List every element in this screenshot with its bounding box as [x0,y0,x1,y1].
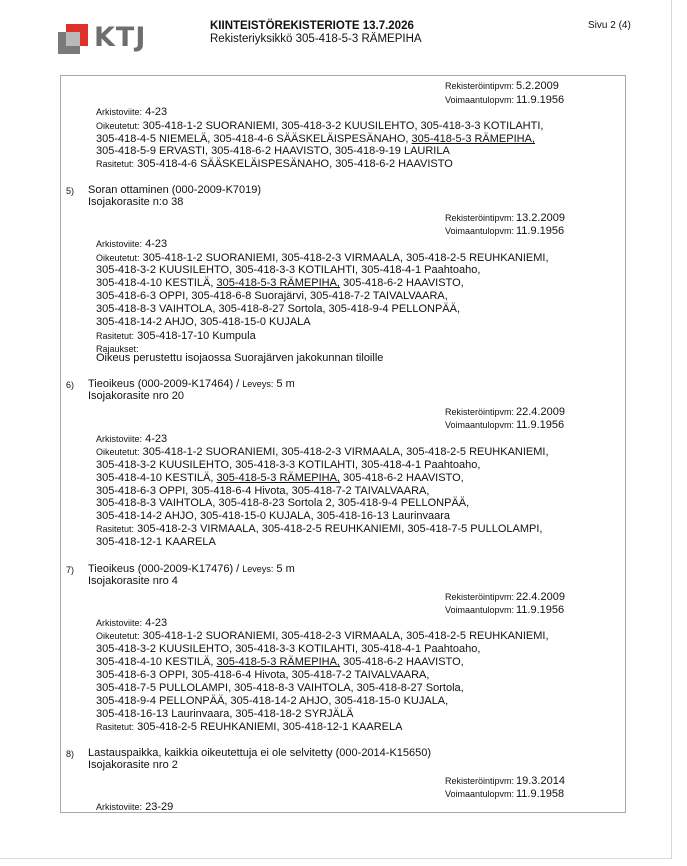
encumbered-line: Rasitetut: 305-418-4-6 SÄÄSKELÄISPESÄNAHO, 305-418-6-2 HAAVISTO [96,158,453,170]
archive-line: Arkistoviite: 4-23 [96,238,168,250]
encumbered-line: 305-418-12-1 KAARELA [96,536,216,548]
beneficiaries-line: Oikeutetut: 305-418-1-2 SUORANIEMI, 305-418-2-3 VIRMAALA, 305-418-2-5 REUHKANIEMI, [96,630,549,642]
entry-title: Tieoikeus (000-2009-K17464) / Leveys: 5 m [88,378,295,390]
current-property-ref: 305-418-5-3 RÄMEPIHA, [216,472,340,484]
registration-date: 19.3.2014 [516,775,565,787]
beneficiaries-label: Oikeutetut: [96,253,140,263]
entry-title: Tieoikeus (000-2009-K17476) / Leveys: 5 m [88,563,295,575]
beneficiaries-line: 305-418-7-5 PULLOLAMPI, 305-418-8-3 VAIHTOLA, 305-418-8-27 Sortola, [96,682,464,694]
registration-date-label: Rekisteröintipvm: [445,592,515,602]
encumbered-line: Rasitetut: 305-418-2-3 VIRMAALA, 305-418-2-5 REUHKANIEMI, 305-418-7-5 PULLOLAMPI, [96,523,543,535]
valid-date-label: Voimaantulopvm: [445,95,515,105]
ktj-logo [58,22,147,56]
archive-line: Arkistoviite: 4-23 [96,433,168,445]
registration-date: 22.4.2009 [516,406,565,418]
logo-text: KTJ [94,22,147,53]
document-title: KIINTEISTÖREKISTERIOTE 13.7.2026 [210,20,414,32]
width-value: 5 m [276,563,295,575]
entry-subtitle: Isojakorasite nro 2 [88,759,178,771]
entry-subtitle: Isojakorasite n:o 38 [88,196,184,208]
valid-date-label: Voimaantulopvm: [445,605,515,615]
valid-date-label: Voimaantulopvm: [445,420,515,430]
valid-date: 11.9.1956 [516,419,565,431]
beneficiaries-line: Oikeutetut: 305-418-1-2 SUORANIEMI, 305-418-3-2 KUUSILEHTO, 305-418-3-3 KOTILAHTI, [96,120,544,132]
encumbered-line: Rasitetut: 305-418-2-5 REUHKANIEMI, 305-418-12-1 KAARELA [96,721,403,733]
current-property-ref: 305-418-5-3 RÄMEPIHA, [216,277,340,289]
beneficiaries-line: 305-418-3-2 KUUSILEHTO, 305-418-3-3 KOTILAHTI, 305-418-4-1 Paahtoaho, [96,459,481,471]
archive-line: Arkistoviite: 23-29 [96,801,174,813]
archive-label: Arkistoviite: [96,107,143,117]
registration-date-label: Rekisteröintipvm: [445,81,515,91]
beneficiaries-line: 305-418-5-9 ERVASTI, 305-418-6-2 HAAVISTO, 305-418-9-19 LAURILA [96,145,450,157]
valid-date: 11.9.1956 [516,225,565,237]
valid-date: 11.9.1956 [516,604,565,616]
entry-number: 8) [66,749,75,759]
beneficiaries-label: Oikeutetut: [96,631,140,641]
archive-label: Arkistoviite: [96,618,143,628]
encumbered-label: Rasitetut: [96,524,135,534]
registration-date: 22.4.2009 [516,591,565,603]
beneficiaries-line: 305-418-4-10 KESTILÄ, 305-418-5-3 RÄMEPIHA, 305-418-6-2 HAAVISTO, [96,472,464,484]
beneficiaries-line: 305-418-6-3 OPPI, 305-418-6-4 Hivota, 305-418-7-2 TAIVALVAARA, [96,669,430,681]
archive-label: Arkistoviite: [96,239,143,249]
beneficiaries-line: Oikeutetut: 305-418-1-2 SUORANIEMI, 305-418-2-3 VIRMAALA, 305-418-2-5 REUHKANIEMI, [96,446,549,458]
entry-number: 5) [66,186,75,196]
beneficiaries-line: 305-418-4-5 NIEMELÄ, 305-418-4-6 SÄÄSKELÄISPESÄNAHO, 305-418-5-3 RÄMEPIHA, [96,133,535,145]
archive-value: 4-23 [145,106,168,118]
beneficiaries-line: 305-418-6-3 OPPI, 305-418-6-4 Hivota, 305-418-7-2 TAIVALVAARA, [96,485,430,497]
valid-date-label: Voimaantulopvm: [445,226,515,236]
archive-label: Arkistoviite: [96,434,143,444]
beneficiaries-line: 305-418-3-2 KUUSILEHTO, 305-418-3-3 KOTILAHTI, 305-418-4-1 Paahtoaho, [96,264,481,276]
encumbered-label: Rasitetut: [96,722,135,732]
entry-subtitle: Isojakorasite nro 20 [88,390,184,402]
page-edge-right [671,0,672,858]
archive-line [96,106,167,118]
entry-title: Lastauspaikka, kaikkia oikeutettuja ei ole selvitetty (000-2014-K15650) [88,747,432,759]
encumbered-label: Rasitetut: [96,159,135,169]
beneficiaries-line: 305-418-14-2 AHJO, 305-418-15-0 KUJALA [96,316,311,328]
beneficiaries-line: 305-418-9-4 PELLONPÄÄ, 305-418-14-2 AHJO, 305-418-15-0 KUJALA, [96,695,449,707]
encumbered-line: Rasitetut: 305-418-17-10 Kumpula [96,330,256,342]
beneficiaries-label: Oikeutetut: [96,447,140,457]
beneficiaries-line: 305-418-16-13 Laurinvaara, 305-418-18-2 SYRJÄLÄ [96,708,354,720]
beneficiaries-line: 305-418-6-3 OPPI, 305-418-6-8 Suorajärvi, 305-418-7-2 TAIVALVAARA, [96,290,448,302]
entry-number: 6) [66,380,75,390]
current-property-ref: 305-418-5-3 RÄMEPIHA, [411,133,535,145]
beneficiaries-line: 305-418-14-2 AHJO, 305-418-15-0 KUJALA, 305-418-16-13 Laurinvaara [96,510,451,522]
entry-number: 7) [66,565,75,575]
page-edge-bottom [0,858,672,859]
registration-date-label: Rekisteröintipvm: [445,776,515,786]
registration-date-label: Rekisteröintipvm: [445,407,515,417]
beneficiaries-label: Oikeutetut: [96,121,140,131]
archive-label: Arkistoviite: [96,802,143,812]
beneficiaries-line: 305-418-3-2 KUUSILEHTO, 305-418-3-3 KOTILAHTI, 305-418-4-1 Paahtoaho, [96,643,481,655]
restrictions-text: Oikeus perustettu isojaossa Suorajärven jakokunnan tiloille [96,352,384,364]
page-number: Sivu 2 (4) [588,20,631,31]
beneficiaries-line: 305-418-4-10 KESTILÄ, 305-418-5-3 RÄMEPIHA, 305-418-6-2 HAAVISTO, [96,656,464,668]
entry-subtitle: Isojakorasite nro 4 [88,575,178,587]
width-label: Leveys: [242,379,274,389]
registration-date: 5.2.2009 [516,80,559,92]
valid-date: 11.9.1956 [516,94,565,106]
valid-date-label: Voimaantulopvm: [445,789,515,799]
current-property-ref: 305-418-5-3 RÄMEPIHA, [216,656,340,668]
registration-date-label: Rekisteröintipvm: [445,213,515,223]
beneficiaries-line: 305-418-8-3 VAIHTOLA, 305-418-8-23 Sortola 2, 305-418-9-4 PELLONPÄÄ, [96,497,470,509]
encumbered-label: Rasitetut: [96,331,135,341]
archive-line: Arkistoviite: 4-23 [96,617,168,629]
document-subtitle: Rekisteriyksikkö 305-418-5-3 RÄMEPIHA [210,33,422,45]
logo-square-overlap [66,32,80,46]
width-label: Leveys: [242,564,274,574]
restrictions-label: Rajaukset: [96,344,139,354]
valid-date: 11.9.1958 [516,788,565,800]
beneficiaries-line: 305-418-8-3 VAIHTOLA, 305-418-8-27 Sortola, 305-418-9-4 PELLONPÄÄ, [96,303,461,315]
registration-date: 13.2.2009 [516,212,565,224]
width-value: 5 m [276,378,295,390]
entry-title: Soran ottaminen (000-2009-K7019) [88,184,262,196]
beneficiaries-line: 305-418-4-10 KESTILÄ, 305-418-5-3 RÄMEPIHA, 305-418-6-2 HAAVISTO, [96,277,464,289]
beneficiaries-line: Oikeutetut: 305-418-1-2 SUORANIEMI, 305-418-2-3 VIRMAALA, 305-418-2-5 REUHKANIEMI, [96,252,549,264]
